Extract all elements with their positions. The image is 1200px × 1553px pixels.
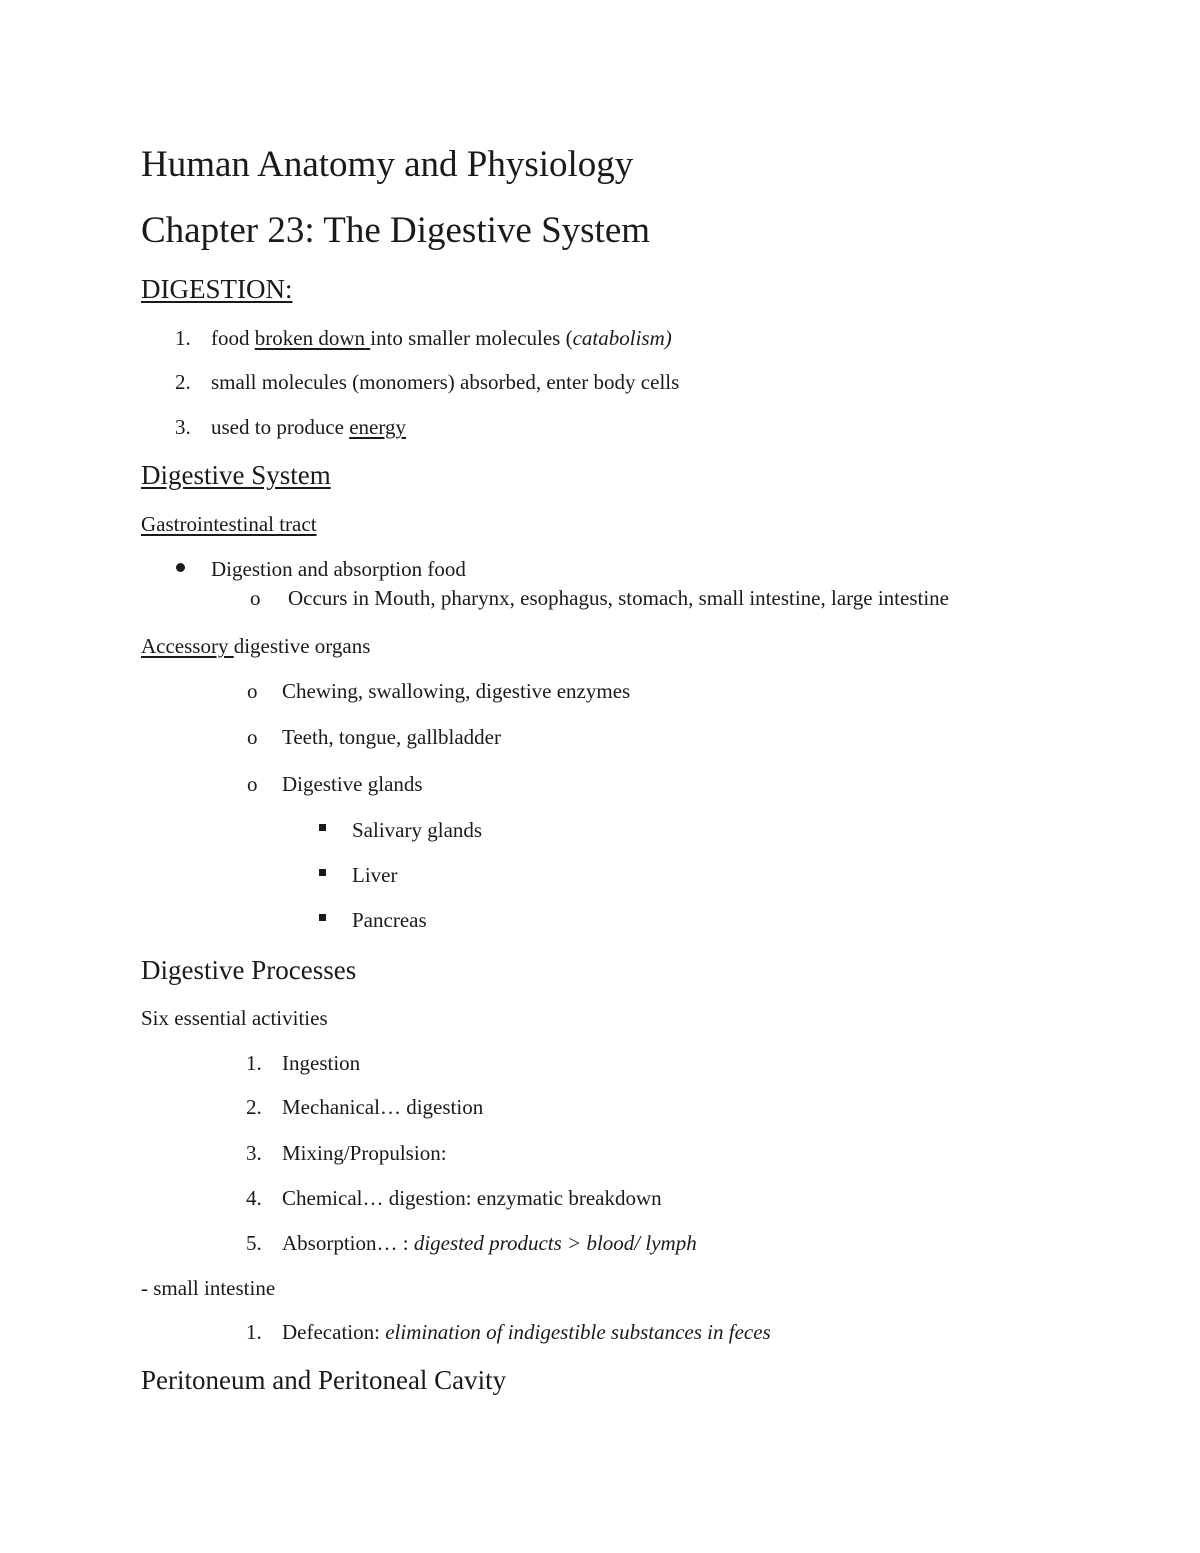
list-item: Absorption… : digested products > blood/ lymph [282,1231,697,1255]
digestive-system-heading: Digestive System [141,460,331,490]
list-number: 1. [246,1051,262,1075]
list-number: 2. [246,1095,262,1119]
digestive-processes-heading: Digestive Processes [141,955,357,985]
list-number: 1. [246,1320,262,1344]
square-bullet-icon [319,824,326,831]
list-item: Defecation: elimination of indigestible substances in feces [282,1320,771,1344]
sub-bullet-marker: o [247,725,258,749]
sub-bullet-marker: o [247,772,258,796]
chapter-title: Chapter 23: The Digestive System [141,210,651,251]
sub-bullet-marker: o [247,679,258,703]
list-item: Mixing/Propulsion: [282,1141,447,1165]
list-number: 4. [246,1186,262,1210]
bullet-icon [176,563,185,572]
list-item: Salivary glands [352,818,483,842]
square-bullet-icon [319,869,326,876]
list-number: 3. [175,415,191,439]
list-number: 3. [246,1141,262,1165]
list-item: Mechanical… digestion [282,1095,484,1119]
processes-intro: Six essential activities [141,1006,328,1030]
list-item: Chewing, swallowing, digestive enzymes [282,679,631,703]
list-item: Digestive glands [282,772,423,796]
list-item: small molecules (monomers) absorbed, enter body cells [211,370,680,394]
list-number: 2. [175,370,191,394]
digestion-heading: DIGESTION: [141,274,293,304]
list-item: Teeth, tongue, gallbladder [282,725,501,749]
list-number: 5. [246,1231,262,1255]
list-item: Occurs in Mouth, pharynx, esophagus, stomach, small intestine, large intestine [288,586,949,610]
list-item: Chemical… digestion: enzymatic breakdown [282,1186,662,1210]
document-title: Human Anatomy and Physiology [141,144,634,185]
accessory-organs-label: Accessory digestive organs [141,634,371,658]
list-item: Liver [352,863,398,887]
sub-bullet-marker: o [250,586,261,610]
square-bullet-icon [319,914,326,921]
list-item: Ingestion [282,1051,361,1075]
list-item: food broken down into smaller molecules (catabolism) [211,326,672,350]
list-item: Digestion and absorption food [211,557,466,581]
list-number: 1. [175,326,191,350]
gi-tract-label: Gastrointestinal tract [141,512,317,536]
small-intestine-note: - small intestine [141,1276,276,1300]
peritoneum-heading: Peritoneum and Peritoneal Cavity [141,1365,507,1395]
list-item: Pancreas [352,908,427,932]
list-item: used to produce energy [211,415,406,439]
